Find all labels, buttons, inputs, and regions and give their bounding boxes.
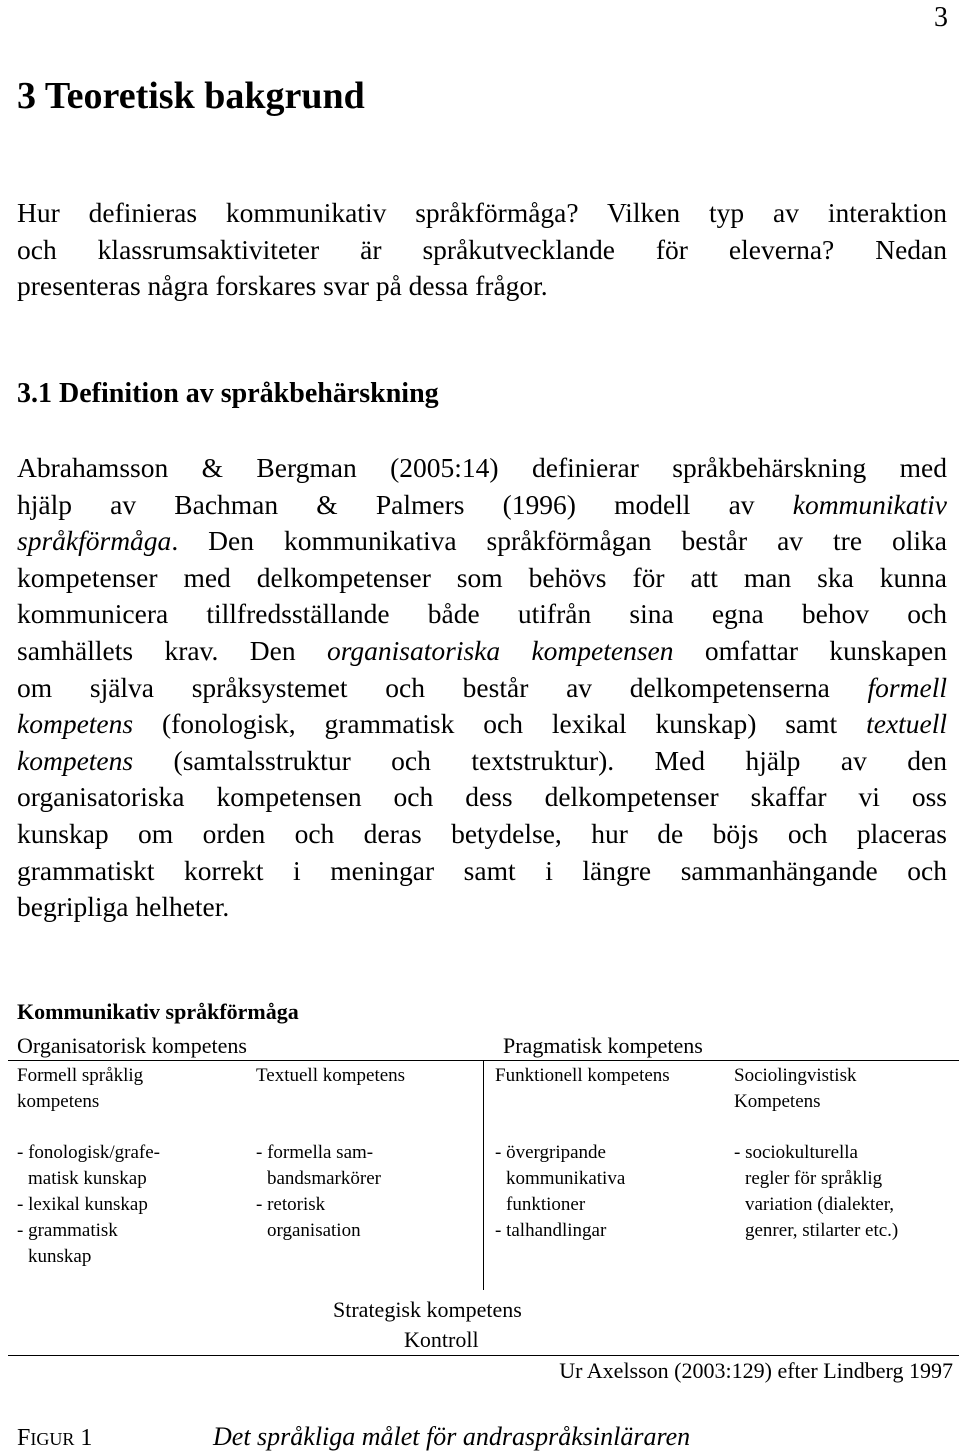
body-line [17,523,947,560]
cell-line: - talhandlingar [495,1220,607,1241]
cell-line: - retorisk [256,1194,326,1215]
intro-line: och klassrumsaktiviteter är språkutvecklande för eleverna? Nedan [17,233,947,265]
cell-line: - formella sam- [256,1142,374,1163]
kontroll-label: Kontroll [404,1327,479,1352]
cell-line: Sociolingvistisk [734,1065,857,1086]
text: (samtalsstruktur och textstruktur). Med hjälp av den [173,744,947,776]
textuell-heading [256,1063,405,1089]
cell-line: kommunikativa [506,1168,626,1189]
figure-label [17,1425,92,1452]
strategisk-heading: Strategisk kompetens [333,1297,522,1322]
intro-line: presenteras några forskares svar på dessa frågor. [17,270,548,302]
emphasis: kompetens [17,708,134,740]
emphasis: organisatoriska kompetensen [326,634,674,666]
section-title: 3.1 Definition av språkbehärskning [17,378,439,409]
figure-label-initial: F [17,1425,31,1451]
text: . Den kommunikativa språkförmågan består av tre olika [171,525,947,557]
funktionell-heading [495,1063,670,1089]
cell-line: Formell språklig [17,1065,144,1086]
figure-caption: Det språkliga målet för andraspråksinläraren [213,1422,691,1451]
body-line [17,889,947,926]
text: hjälp av Bachman & Palmers (1996) modell av [17,488,755,520]
body-line [17,743,947,780]
body-line [17,487,947,524]
cell-line: kunskap [28,1246,92,1267]
body-line [17,779,947,816]
figure-label-rest: IGUR [30,1429,75,1449]
sociolingvistisk-items [734,1140,898,1244]
emphasis: kommunikativ [792,488,947,520]
body-line [17,853,947,890]
pragmatisk-heading: Pragmatisk kompetens [503,1033,703,1058]
cell-line: matisk kunskap [28,1168,147,1189]
cell-line: Textuell kompetens [256,1065,406,1086]
organisatorisk-heading: Organisatorisk kompetens [17,1033,247,1058]
cell-line: - fonologisk/grafe- [17,1142,160,1163]
emphasis: formell [867,671,947,703]
emphasis: språkförmåga [17,525,172,557]
text: kompetenser med delkompetenser som behövs för att man ska kunna [17,561,947,593]
cell-line: bandsmarkörer [267,1168,381,1189]
cell-line: organisation [267,1220,361,1241]
formell-items [17,1140,160,1270]
cell-line: - övergripande [495,1142,606,1163]
body-line [17,816,947,853]
text: Abrahamsson & Bergman (2005:14) definierar språkbehärskning med [17,452,947,483]
body-line [17,670,947,707]
cell-line: variation (dialekter, [745,1194,895,1215]
body-line [17,596,947,633]
page-number: 3 [934,2,948,33]
figure-title: Kommunikativ språkförmåga [17,999,299,1024]
figure-number: 1 [80,1425,93,1451]
text: organisatoriska kompetensen och dess delkompetenser skaffar vi oss [17,781,947,813]
sociolingvistisk-heading [734,1063,856,1115]
text: om själva språksystemet och består av delkompetenserna [17,671,830,703]
text: samhällets krav. Den [17,634,296,666]
formell-heading [17,1063,143,1115]
body-line [17,560,947,597]
body-line [17,706,947,743]
emphasis: textuell [866,708,948,740]
text: kommunicera tillfredsställande både utifrån sina egna behov och [17,598,947,630]
body-line [17,633,947,670]
figure-bottom-rule [8,1355,959,1356]
funktionell-items [495,1140,625,1244]
text: begripliga helheter. [17,891,230,923]
cell-line: genrer, stilarter etc.) [745,1220,899,1241]
cell-line: - lexikal kunskap [17,1194,148,1215]
figure-source: Ur Axelsson (2003:129) efter Lindberg 1997 [559,1358,953,1383]
cell-line: - grammatisk [17,1220,118,1241]
text: kunskap om orden och deras betydelse, hur de böjs och placeras [17,817,947,849]
cell-line: - sociokulturella [734,1142,858,1163]
emphasis: kompetens [17,744,134,776]
figure-divider [483,1060,484,1290]
cell-line: regler för språklig [745,1168,883,1189]
cell-line: Kompetens [734,1091,821,1112]
chapter-title: 3 Teoretisk bakgrund [17,75,365,117]
cell-line: Funktionell kompetens [495,1065,670,1086]
section-paragraph [17,450,947,926]
textuell-items [256,1140,381,1244]
cell-line: kompetens [17,1091,100,1112]
cell-line: funktioner [506,1194,586,1215]
text: (fonologisk, grammatisk och lexikal kunskap) samt [161,708,838,740]
intro-paragraph [17,195,947,305]
text: grammatiskt korrekt i meningar samt i längre sammanhängande och [17,854,947,886]
intro-line: Hur definieras kommunikativ språkförmåga? Vilken typ av interaktion [17,197,947,228]
body-line [17,450,947,487]
text: omfattar kunskapen [704,634,948,666]
